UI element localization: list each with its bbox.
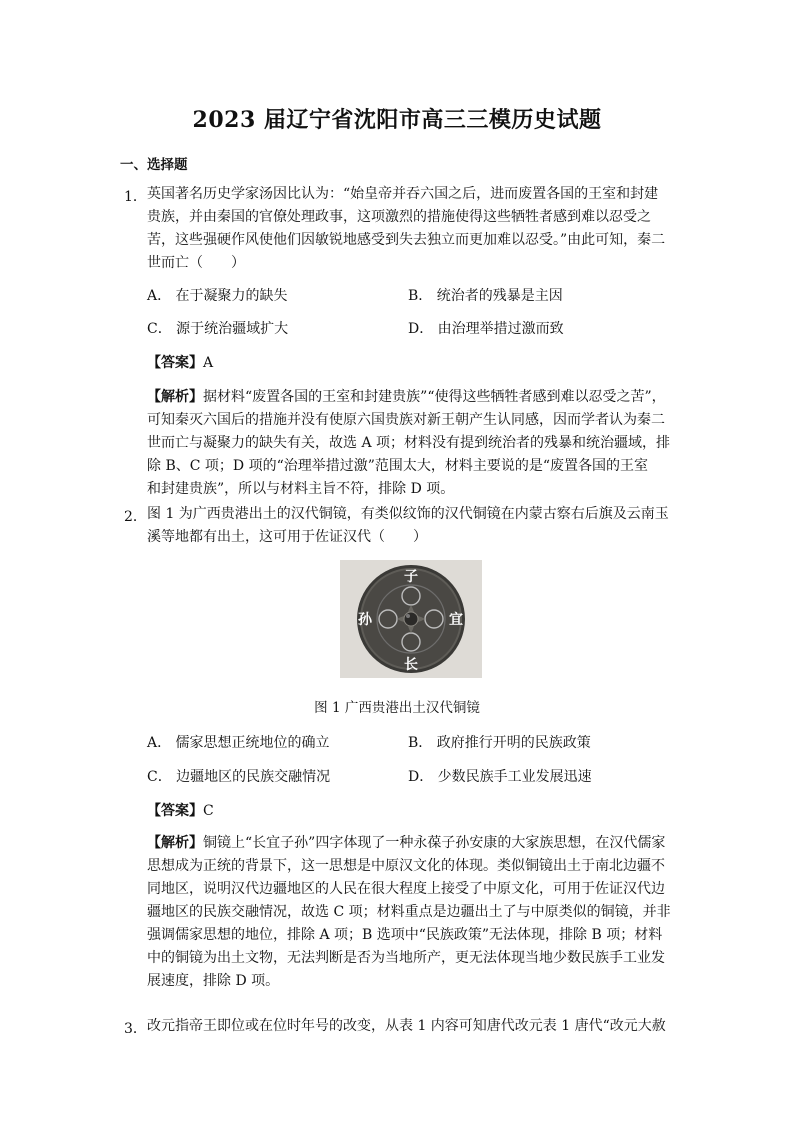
- q2-option-c: C． 边疆地区的民族交融情况: [147, 769, 331, 785]
- question-3-stem: [147, 1015, 675, 1038]
- analysis-line: [147, 832, 675, 855]
- analysis-line: 思想成为正统的背景下，这一思想是中原汉文化的体现。类似铜镜出土于南北边疆不: [147, 858, 665, 874]
- analysis-line: 中的铜镜为出土文物，无法判断是否为当地所产，更无法体现当地少数民族手工业发: [147, 950, 665, 966]
- answer-value: C: [203, 803, 214, 819]
- mirror-char-top: 子: [404, 569, 418, 585]
- analysis-line: 展速度，排除 D 项。: [147, 973, 280, 989]
- q1-option-a: A． 在于凝聚力的缺失: [147, 288, 288, 304]
- analysis-text: 铜镜上“长宜子孙”四字体现了一种永葆子孙安康的大家族思想，在汉代儒家: [203, 835, 666, 851]
- stem-line: 改元指帝王即位或在位时年号的改变，从表 1 内容可知唐代改元表 1 唐代“改元大赦: [147, 1018, 666, 1034]
- q1-answer: [147, 352, 213, 372]
- analysis-text: 据材料“废置各国的王室和封建贵族”“使得这些牺牲者感到难以忍受之苦”，: [203, 389, 666, 405]
- q1-option-b: B． 统治者的残暴是主因: [408, 288, 563, 304]
- q1-option-c: C． 源于统治疆域扩大: [147, 321, 289, 337]
- analysis-line: 和封建贵族”，所以与材料主旨不符，排除 D 项。: [147, 481, 455, 497]
- analysis-line: 可知秦灭六国后的措施并没有使原六国贵族对新王朝产生认同感，因而学者认为秦二: [147, 412, 665, 428]
- stem-line: 图 1 为广西贵港出土的汉代铜镜，有类似纹饰的汉代铜镜在内蒙古察右后旗及云南玉: [147, 506, 669, 522]
- section-heading: 一、选择题: [120, 157, 188, 173]
- analysis-line: 强调儒家思想的地位，排除 A 项；B 选项中“民族政策”无法体现，排除 B 项；材料: [147, 927, 663, 943]
- question-number-2: 2．: [124, 509, 147, 525]
- q1-analysis: [147, 386, 675, 501]
- mirror-char-right: 宜: [449, 612, 463, 628]
- answer-value: A: [203, 355, 214, 371]
- mirror-char-left: 孙: [358, 612, 372, 628]
- analysis-label: 【解析】: [147, 389, 203, 405]
- analysis-line: 同地区，说明汉代边疆地区的人民在很大程度上接受了中原文化，可用于佐证汉代边: [147, 881, 665, 897]
- bronze-mirror-photo: [340, 560, 482, 678]
- question-number-3: 3．: [124, 1021, 147, 1037]
- stem-line: 英国著名历史学家汤因比认为：“始皇帝并吞六国之后，进而废置各国的王室和封建: [147, 186, 659, 202]
- q2-option-d: D． 少数民族手工业发展迅速: [408, 769, 592, 785]
- analysis-line: 世而亡与凝聚力的缺失有关，故选 A 项；材料没有提到统治者的残暴和统治疆域，排: [147, 435, 671, 451]
- bronze-mirror-illustration: [340, 560, 482, 678]
- stem-line: 世而亡（ ）: [147, 255, 245, 271]
- mirror-char-bottom: 长: [404, 657, 418, 673]
- question-number-1: 1．: [124, 189, 147, 205]
- stem-line: 苦，这些强硬作风使他们因敏锐地感受到失去独立而更加难以忍受。”由此可知，秦二: [147, 232, 666, 248]
- q1-option-d: D． 由治理举措过激而致: [408, 321, 564, 337]
- document-title: 2023 届辽宁省沈阳市高三三模历史试题: [192, 107, 602, 133]
- q2-option-b: B． 政府推行开明的民族政策: [408, 735, 591, 751]
- analysis-label: 【解析】: [147, 835, 203, 851]
- stem-line: 贵族，并由秦国的官僚处理政事，这项激烈的措施使得这些牺牲者感到难以忍受之: [147, 209, 651, 225]
- question-1-stem: [147, 183, 675, 275]
- stem-line: 溪等地都有出土，这可用于佐证汉代（ ）: [147, 529, 427, 545]
- analysis-line: 疆地区的民族交融情况，故选 C 项；材料重点是边疆出土了与中原类似的铜镜，并非: [147, 904, 671, 920]
- answer-label: 【答案】: [147, 355, 203, 371]
- q2-answer: [147, 800, 214, 820]
- question-2-stem: [147, 503, 675, 549]
- analysis-line: 除 B、C 项；D 项的“治理举措过激”范围太大，材料主要说的是“废置各国的王室: [147, 458, 649, 474]
- figure-caption: 图 1 广西贵港出土汉代铜镜: [314, 700, 480, 716]
- analysis-line: [147, 386, 675, 409]
- answer-label: 【答案】: [147, 803, 203, 819]
- q2-option-a: A． 儒家思想正统地位的确立: [147, 735, 330, 751]
- q2-analysis: [147, 832, 675, 993]
